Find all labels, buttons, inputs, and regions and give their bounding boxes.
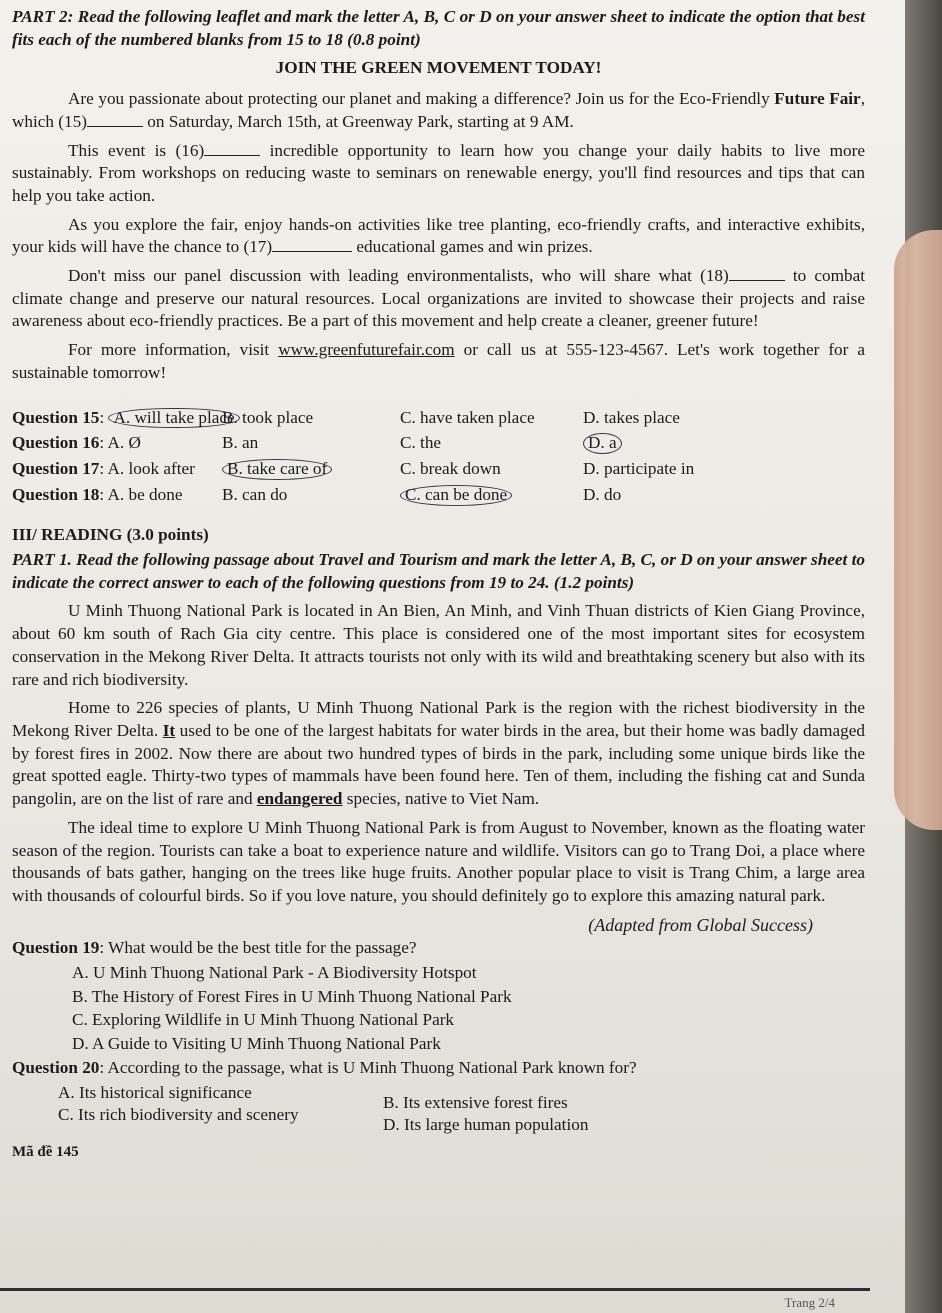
blank-17 xyxy=(272,250,352,252)
q19-option-c[interactable]: C. Exploring Wildlife in U Minh Thuong National Park xyxy=(72,1010,455,1030)
answer-mark-16[interactable]: D. a xyxy=(583,433,622,454)
leaflet-paragraph-4: Don't miss our panel discussion with leading environmentalists, who will share what (18) to combat climate change and preserve our natural resources. Local organizations are invited to showcase their projects and raise awareness about eco-friendly practices. Be a part of this movement and help create a cleaner, greener future! xyxy=(12,266,865,331)
exam-code: Mã đề 145 xyxy=(12,1143,79,1160)
q20-options xyxy=(58,1082,865,1137)
part2-instruction: PART 2: Read the following leaflet and mark the letter A, B, C or D on your answer sheet to indicate the option that best fits each of the numbered blanks from 15 to 18 (0.8 point) xyxy=(12,7,865,49)
word-it: It xyxy=(162,720,176,740)
word-endangered: endangered xyxy=(256,789,343,809)
q16-option-c[interactable]: C. the xyxy=(400,433,442,453)
q18-option-d[interactable]: D. do xyxy=(583,484,622,504)
question-19: Question 19: What would be the best title for the passage? xyxy=(12,938,417,958)
q17-option-c[interactable]: C. break down xyxy=(400,458,501,478)
leaflet-paragraph-3: As you explore the fair, enjoy hands-on activities like tree planting, eco-friendly crafts, and interactive exhibits, your kids will have the chance to (17) educational games and win prizes. xyxy=(12,214,865,257)
question-17-row: Question 17: A. look after B. take care of C. break down D. participate in xyxy=(12,458,865,481)
footer xyxy=(12,1143,865,1163)
leaflet-paragraph-5: For more information, visit www.greenfuturefair.com or call us at 555-123-4567. Let's work together for a sustainable tomorrow! xyxy=(12,340,865,382)
blank-16 xyxy=(204,154,260,156)
answer-mark-17[interactable]: B. take care of xyxy=(222,459,332,480)
leaflet-paragraph-2: This event is (16) incredible opportunity to learn how you change your daily habits to live more sustainably. From workshops on reducing waste to seminars on renewable energy, you'll find resources and tips that can help you take action. xyxy=(12,140,865,205)
question-20: Question 20: According to the passage, what is U Minh Thuong National Park known for? xyxy=(12,1057,637,1077)
blank-18 xyxy=(729,279,785,281)
website-link[interactable]: www.greenfuturefair.com xyxy=(278,340,455,360)
q15-option-d[interactable]: D. takes place xyxy=(583,407,680,427)
q16-option-a[interactable]: A. Ø xyxy=(107,433,141,453)
leaflet-paragraph-1: Are you passionate about protecting our planet and making a difference? Join us for the Eco-Friendly Future Fair, which (15) on Saturday, March 15th, at Greenway Park, starting at 9 AM. xyxy=(12,89,865,131)
passage-paragraph-2: Home to 226 species of plants, U Minh Thuong National Park is the region with the richest biodiversity in the Mekong River Delta. It used to be one of the largest habitats for water birds in the area, but their home was badly damaged by forest fires in 2002. Now there are about two hundred types of birds in the park, including some unique birds like the great spotted eagle. Thirty-two types of mammals have been found here. Ten of them, including the fishing cat and Sunda pangolin, are on the list of rare and endangered species, native to Viet Nam. xyxy=(12,698,865,809)
finger-occlusion xyxy=(894,230,942,830)
q17-option-d[interactable]: D. participate in xyxy=(583,458,695,478)
reading-instruction: PART 1. Read the following passage about Travel and Tourism and mark the letter A, B, C, or D on your answer sheet to indicate the correct answer to each of the following questions from 19 to 24. (1.2 points) xyxy=(12,550,865,592)
answer-mark-18[interactable]: C. can be done xyxy=(400,485,512,506)
q17-option-a[interactable]: A. look after xyxy=(107,458,195,478)
leaflet-title: JOIN THE GREEN MOVEMENT TODAY! xyxy=(275,58,602,78)
q18-option-a[interactable]: A. be done xyxy=(107,484,183,504)
q20-option-d[interactable]: D. Its large human population xyxy=(383,1115,589,1135)
reading-heading: III/ READING (3.0 points) xyxy=(12,525,209,545)
answer-mark-15[interactable]: A. will take place xyxy=(108,408,239,429)
q20-option-a[interactable]: A. Its historical significance xyxy=(58,1082,252,1102)
q19-option-b[interactable]: B. The History of Forest Fires in U Minh Thuong National Park xyxy=(72,986,512,1006)
question-16-row: Question 16: A. Ø B. an C. the D. a xyxy=(12,432,865,455)
q20-option-c[interactable]: C. Its rich biodiversity and scenery xyxy=(58,1105,299,1125)
blank-15 xyxy=(87,125,143,127)
q18-option-b[interactable]: B. can do xyxy=(222,484,288,504)
q16-option-b[interactable]: B. an xyxy=(222,433,259,453)
question-18-row: Question 18: A. be done B. can do C. can be done D. do xyxy=(12,484,865,507)
q19-option-d[interactable]: D. A Guide to Visiting U Minh Thuong National Park xyxy=(72,1034,441,1054)
question-15-row: Question 15: A. will take place B. took place C. have taken place D. takes place xyxy=(12,407,865,430)
q15-option-b[interactable]: B. took place xyxy=(222,407,314,427)
footer-divider xyxy=(0,1288,870,1291)
passage-paragraph-3: The ideal time to explore U Minh Thuong National Park is from August to November, known as the floating water season of the region. Tourists can take a boat to experience nature and wildlife. Visitors can go to Trang Doi, a place where thousands of bats gather, hanging on the trees like huge fruits. Another popular place to visit is Trang Chim, a large area with thousands of colourful birds. So if you love nature, you should definitely go to explore this amazing natural park. xyxy=(12,817,865,905)
q20-option-b[interactable]: B. Its extensive forest fires xyxy=(383,1092,568,1112)
q19-option-a[interactable]: A. U Minh Thuong National Park - A Biodiversity Hotspot xyxy=(72,963,477,983)
page-number: Trang 2/4 xyxy=(784,1294,835,1310)
q15-option-c[interactable]: C. have taken place xyxy=(400,407,535,427)
passage-paragraph-1: U Minh Thuong National Park is located in An Bien, An Minh, and Vinh Thuan districts of Kien Giang Province, about 60 km south of Rach Gia city centre. This place is considered one of the most important sites for ecosystem conservation in the Mekong River Delta. It attracts tourists not only with its wild and breathtaking scenery but also with its rare and rich biodiversity. xyxy=(12,601,865,689)
passage-source: (Adapted from Global Success) xyxy=(588,914,813,935)
